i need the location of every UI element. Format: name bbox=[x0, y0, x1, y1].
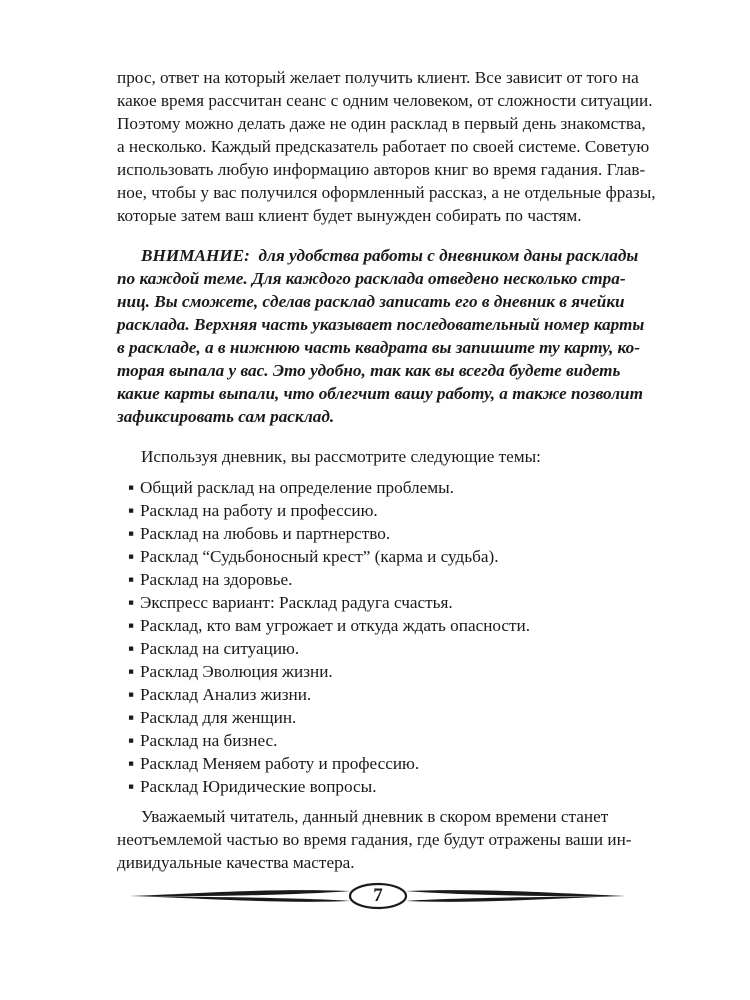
notice-first-line-text: для удобства работы с дневником даны расклады bbox=[249, 246, 639, 265]
intro-line: ное, чтобы у вас получился оформленный рассказ, а не отдельные фразы, bbox=[117, 183, 656, 202]
list-item bbox=[128, 684, 311, 706]
notice-line: какие карты выпали, что облегчит вашу работу, а также позволит bbox=[117, 384, 643, 403]
list-item-text: Расклад Эволюция жизни. bbox=[140, 662, 333, 681]
bullet-icon: ▪ bbox=[128, 547, 135, 566]
list-item bbox=[128, 638, 299, 660]
notice-line: в раскладе, а в нижнюю часть квадрата вы запишите ту карту, ко- bbox=[117, 338, 640, 357]
list-item bbox=[128, 569, 292, 591]
list-item-text: Расклад на любовь и партнерство. bbox=[140, 524, 391, 543]
bullet-icon: ▪ bbox=[128, 639, 135, 658]
list-item bbox=[128, 661, 333, 683]
closing-line: дивидуальные качества мастера. bbox=[117, 853, 355, 872]
list-item bbox=[128, 592, 453, 614]
list-item-text: Расклад на бизнес. bbox=[140, 731, 278, 750]
bullet-icon: ▪ bbox=[128, 754, 135, 773]
bullet-icon: ▪ bbox=[128, 731, 135, 750]
bullet-icon: ▪ bbox=[128, 777, 135, 796]
notice-line: по каждой теме. Для каждого расклада отведено несколько стра- bbox=[117, 269, 626, 288]
bullet-icon: ▪ bbox=[128, 685, 135, 704]
bullet-icon: ▪ bbox=[128, 478, 135, 497]
list-item bbox=[128, 500, 378, 522]
list-item bbox=[128, 707, 296, 729]
bullet-icon: ▪ bbox=[128, 524, 135, 543]
list-item-text: Расклад на ситуацию. bbox=[140, 639, 300, 658]
intro-line: какое время рассчитан сеанс с одним человеком, от сложности ситуации. bbox=[117, 91, 653, 110]
notice-line: зафиксировать сам расклад. bbox=[117, 407, 335, 426]
closing-line: Уважаемый читатель, данный дневник в скором времени станет bbox=[141, 807, 609, 826]
intro-line: которые затем ваш клиент будет вынужден собирать по частям. bbox=[117, 206, 582, 225]
list-item-text: Расклад Анализ жизни. bbox=[140, 685, 312, 704]
page-number: 7 bbox=[373, 885, 383, 906]
list-item-text: Расклад на работу и профессию. bbox=[140, 501, 378, 520]
bullet-icon: ▪ bbox=[128, 662, 135, 681]
list-item-text: Расклад “Судьбоносный крест” (карма и судьба). bbox=[140, 547, 499, 566]
notice-label: ВНИМАНИЕ: bbox=[141, 246, 250, 265]
bullet-icon: ▪ bbox=[128, 570, 135, 589]
list-item bbox=[128, 730, 277, 752]
topics-intro: Используя дневник, вы рассмотрите следующие темы: bbox=[141, 447, 541, 466]
list-item-text: Расклад на здоровье. bbox=[140, 570, 293, 589]
bullet-icon: ▪ bbox=[128, 593, 135, 612]
list-item-text: Расклад для женщин. bbox=[140, 708, 297, 727]
list-item-text: Расклад Меняем работу и профессию. bbox=[140, 754, 420, 773]
intro-line: а несколько. Каждый предсказатель работает по своей системе. Советую bbox=[117, 137, 650, 156]
intro-line: прос, ответ на который желает получить клиент. Все зависит от того на bbox=[117, 68, 639, 87]
intro-line: Поэтому можно делать даже не один расклад в первый день знакомства, bbox=[117, 114, 646, 133]
list-item bbox=[128, 523, 390, 545]
list-item-text: Экспресс вариант: Расклад радуга счастья. bbox=[140, 593, 453, 612]
notice-line: расклада. Верхняя часть указывает последовательный номер карты bbox=[117, 315, 645, 334]
bullet-icon: ▪ bbox=[128, 616, 135, 635]
bullet-icon: ▪ bbox=[128, 501, 135, 520]
list-item-text: Расклад, кто вам угрожает и откуда ждать опасности. bbox=[140, 616, 531, 635]
list-item-text: Общий расклад на определение проблемы. bbox=[140, 478, 454, 497]
list-item bbox=[128, 615, 530, 637]
closing-line: неотъемлемой частью во время гадания, где будут отражены ваши ин- bbox=[117, 830, 632, 849]
notice-line: торая выпала у вас. Это удобно, так как вы всегда будете видеть bbox=[117, 361, 621, 380]
list-item bbox=[128, 546, 499, 568]
list-item bbox=[128, 753, 419, 775]
notice-first-line bbox=[141, 245, 638, 267]
bullet-icon: ▪ bbox=[128, 708, 135, 727]
notice-line: ниц. Вы сможете, сделав расклад записать его в дневник в ячейки bbox=[117, 292, 625, 311]
intro-line: использовать любую информацию авторов книг во время гадания. Глав- bbox=[117, 160, 646, 179]
list-item-text: Расклад Юридические вопросы. bbox=[140, 777, 377, 796]
list-item bbox=[128, 776, 377, 798]
list-item bbox=[128, 477, 454, 499]
